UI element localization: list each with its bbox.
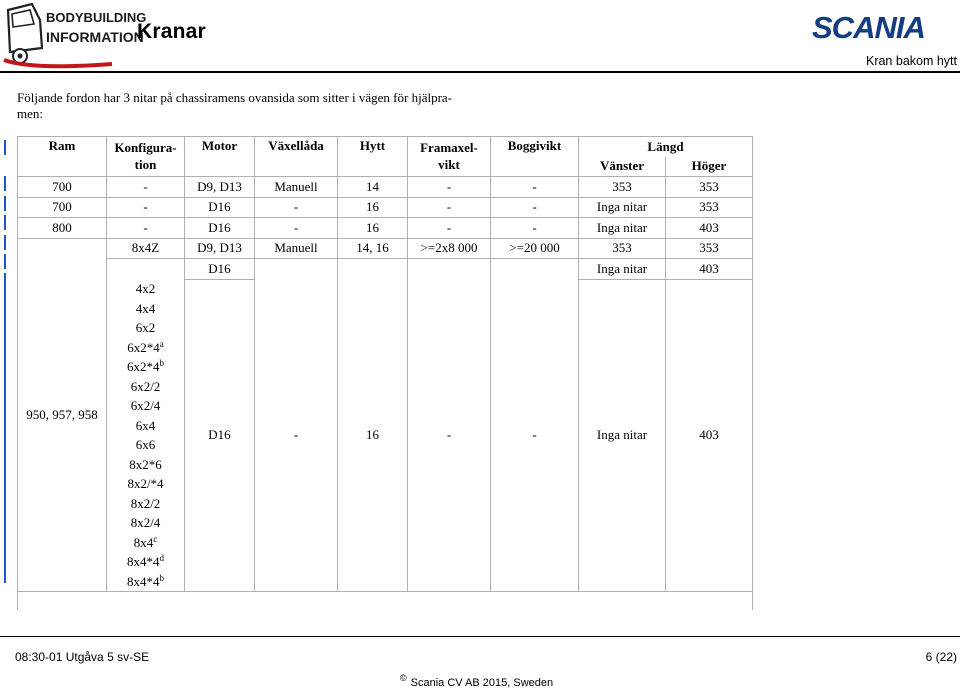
header-vaxellada: Växellåda xyxy=(255,137,338,177)
header-langd: Längd xyxy=(579,137,753,157)
header-konfig-line2: tion xyxy=(134,157,157,172)
header-framaxel-line1: Framaxel- xyxy=(420,140,478,155)
cell-hytt: 14 xyxy=(338,177,408,198)
config-item: 8x2*6 xyxy=(129,456,162,472)
change-bar xyxy=(4,176,6,191)
cell-vanster: Inga nitar xyxy=(579,279,666,592)
config-item: 4x4 xyxy=(135,300,156,316)
config-item: 8x2/2 xyxy=(130,495,161,511)
cell-empty xyxy=(491,259,579,280)
header-vanster: Vänster xyxy=(579,157,666,177)
cell-empty xyxy=(408,259,491,280)
page-number: 6 (22) xyxy=(925,650,957,664)
header-hytt: Hytt xyxy=(338,137,408,177)
config-item: 6x4 xyxy=(135,417,156,433)
cell-konfiguration-empty xyxy=(107,259,185,280)
copyright-symbol: © xyxy=(400,673,407,683)
table-row xyxy=(18,259,753,280)
logo-text-line2: INFORMATION xyxy=(46,29,144,45)
cell-vanster: Inga nitar xyxy=(579,259,666,280)
cell-framaxelvikt: >=2x8 000 xyxy=(408,238,491,259)
table-row xyxy=(18,197,753,218)
cell-motor: D9, D13 xyxy=(185,238,255,259)
config-item: 6x2 xyxy=(135,320,156,335)
document-revision: 08:30-01 Utgåva 5 sv-SE xyxy=(15,650,150,664)
cell-framaxelvikt: - xyxy=(408,197,491,218)
header-konfiguration xyxy=(107,137,185,177)
table-row xyxy=(18,218,753,239)
config-item: 8x2/*4 xyxy=(127,476,164,491)
config-item: 8x4$^c$ xyxy=(133,533,158,550)
bodybuilding-information-logo xyxy=(2,0,147,70)
header-konfig-line1: Konfigura- xyxy=(114,140,177,155)
cell-hytt: 14, 16 xyxy=(338,238,408,259)
cell-vaxellada: - xyxy=(255,218,338,239)
config-item: 8x4*4$^b$ xyxy=(127,572,164,589)
cell-motor: D9, D13 xyxy=(185,177,255,198)
change-bar xyxy=(4,235,6,250)
config-item: 6x2/2 xyxy=(130,378,161,394)
cell-boggivikt: - xyxy=(491,177,579,198)
cell-boggivikt: - xyxy=(491,218,579,239)
config-item: 4x2 xyxy=(135,281,156,296)
cell-boggivikt: - xyxy=(491,279,579,592)
table-header-row xyxy=(18,137,753,157)
page-subtitle: Kran bakom hytt xyxy=(865,54,957,68)
header-divider xyxy=(0,71,960,73)
cell-boggivikt: >=20 000 xyxy=(491,238,579,259)
header-boggivikt: Boggivikt xyxy=(491,137,579,177)
config-item: 6x6 xyxy=(135,437,156,452)
cell-hoger: 353 xyxy=(666,177,753,198)
cell-hytt: 16 xyxy=(338,218,408,239)
header-framaxel-line2: vikt xyxy=(438,157,460,172)
header-ram: Ram xyxy=(18,137,107,177)
cell-konfiguration: - xyxy=(107,197,185,218)
config-item: 6x2*4$^b$ xyxy=(127,358,164,374)
cell-vanster: Inga nitar xyxy=(579,218,666,239)
header-framaxelvikt xyxy=(408,137,491,177)
cell-empty xyxy=(255,259,338,280)
cell-hoger: 403 xyxy=(666,259,753,280)
cell-konfiguration-list xyxy=(107,279,185,592)
footer-divider xyxy=(0,636,960,637)
table-row xyxy=(18,177,753,198)
cell-empty xyxy=(338,259,408,280)
cell-ram: 700 xyxy=(18,197,107,218)
cell-motor: D16 xyxy=(185,218,255,239)
config-list xyxy=(107,279,184,591)
header-hoger: Höger xyxy=(666,157,753,177)
cell-motor: D16 xyxy=(185,259,255,280)
cell-konfiguration: - xyxy=(107,177,185,198)
cell-vanster: 353 xyxy=(579,177,666,198)
cell-hytt: 16 xyxy=(338,279,408,592)
intro-line-1: Följande fordon har 3 nitar på chassiramens ovansida som sitter i vägen för hjälpra- xyxy=(17,90,453,105)
cell-ram: 800 xyxy=(18,218,107,239)
cell-ram-group: 950, 957, 958 xyxy=(18,238,107,592)
intro-paragraph xyxy=(17,90,487,122)
brand-wordmark: SCANIA xyxy=(812,10,925,45)
cell-hoger: 403 xyxy=(666,218,753,239)
cell-vaxellada: - xyxy=(255,197,338,218)
cell-konfiguration: 8x4Z xyxy=(107,238,185,259)
config-item: 6x2/4 xyxy=(130,398,161,413)
cell-konfiguration: - xyxy=(107,218,185,239)
change-bar xyxy=(4,254,6,269)
cell-boggivikt: - xyxy=(491,197,579,218)
cell-hoger: 353 xyxy=(666,238,753,259)
cell-framaxelvikt: - xyxy=(408,177,491,198)
config-item: 8x2/4 xyxy=(130,515,161,530)
cell-motor: D16 xyxy=(185,279,255,592)
cell-ram: 700 xyxy=(18,177,107,198)
cell-framaxelvikt: - xyxy=(408,218,491,239)
cell-vaxellada: - xyxy=(255,279,338,592)
cell-hytt: 16 xyxy=(338,197,408,218)
table-row-empty xyxy=(18,592,753,611)
change-bar xyxy=(4,196,6,211)
copyright xyxy=(400,673,553,689)
header-motor: Motor xyxy=(185,137,255,177)
cell-hoger: 353 xyxy=(666,197,753,218)
frame-table-container xyxy=(17,136,753,610)
cell-vanster: Inga nitar xyxy=(579,197,666,218)
change-bar xyxy=(4,215,6,230)
cell-framaxelvikt: - xyxy=(408,279,491,592)
change-bar xyxy=(4,140,6,155)
cell-vaxellada: Manuell xyxy=(255,177,338,198)
copyright-text: Scania CV AB 2015, Sweden xyxy=(410,677,554,689)
cell-vanster: 353 xyxy=(579,238,666,259)
frame-table xyxy=(17,136,753,610)
change-bar xyxy=(4,273,6,583)
cell-vaxellada: Manuell xyxy=(255,238,338,259)
config-item: 8x4*4$^d$ xyxy=(127,553,164,569)
intro-line-2: men: xyxy=(17,106,43,121)
page-title: Kranar xyxy=(137,20,206,43)
logo-text-line1: BODYBUILDING xyxy=(46,10,147,25)
table-row xyxy=(18,238,753,259)
scania-logo xyxy=(812,10,958,44)
cell-motor: D16 xyxy=(185,197,255,218)
cell-empty xyxy=(18,592,753,611)
config-item: 6x2*4$^a$ xyxy=(127,338,164,355)
cell-hoger: 403 xyxy=(666,279,753,592)
